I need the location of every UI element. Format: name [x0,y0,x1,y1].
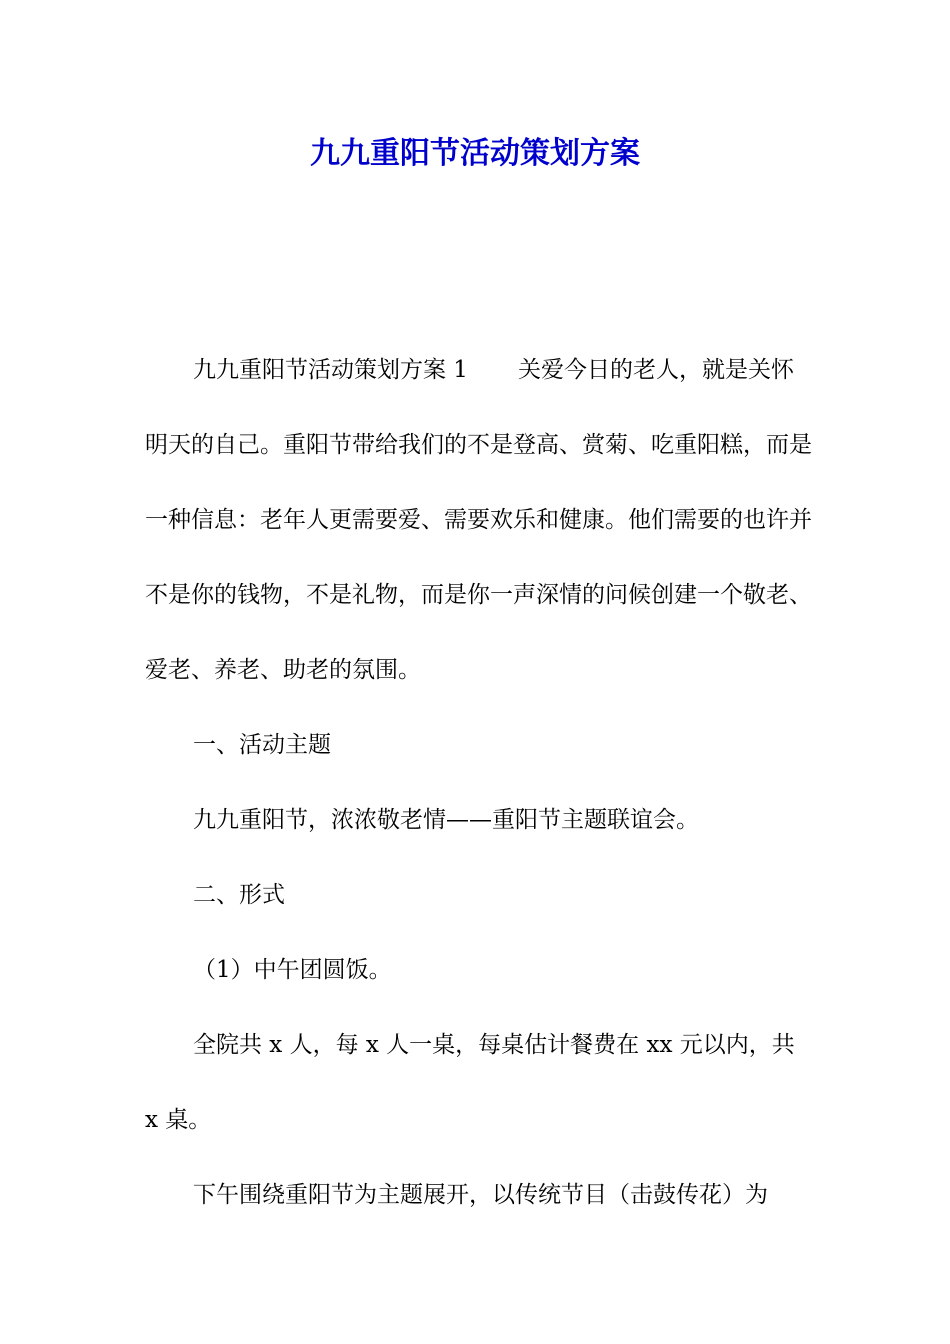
intro-label: 九九重阳节活动策划方案 1 [193,357,468,383]
item1-text: 全院共 x 人，每 x 人一桌，每桌估计餐费在 xx 元以内，共 x 桌。 [145,1032,795,1133]
intro-text: 关爱今日的老人，就是关怀明天的自己。重阳节带给我们的不是登高、赏菊、吃重阳糕，而是一种信息：老年人更需要爱、需要欢乐和健康。他们需要的也许并不是你的钱物，不是礼物，而是你一声深情的问候创建一个敬老、爱老、养老、助老的氛围。 [145,357,812,683]
section1-heading: 一、活动主题 [193,732,331,758]
section2-heading: 二、形式 [193,882,285,908]
document-body [145,333,813,1233]
intro-paragraph [145,333,813,708]
item2-text: 下午围绕重阳节为主题展开，以传统节目（击鼓传花）为 [193,1182,768,1208]
document-title: 九九重阳节活动策划方案 [310,136,640,171]
section1-text: 九九重阳节，浓浓敬老情——重阳节主题联谊会。 [193,807,699,833]
item1-heading: （1）中午团圆饭。 [193,957,392,983]
